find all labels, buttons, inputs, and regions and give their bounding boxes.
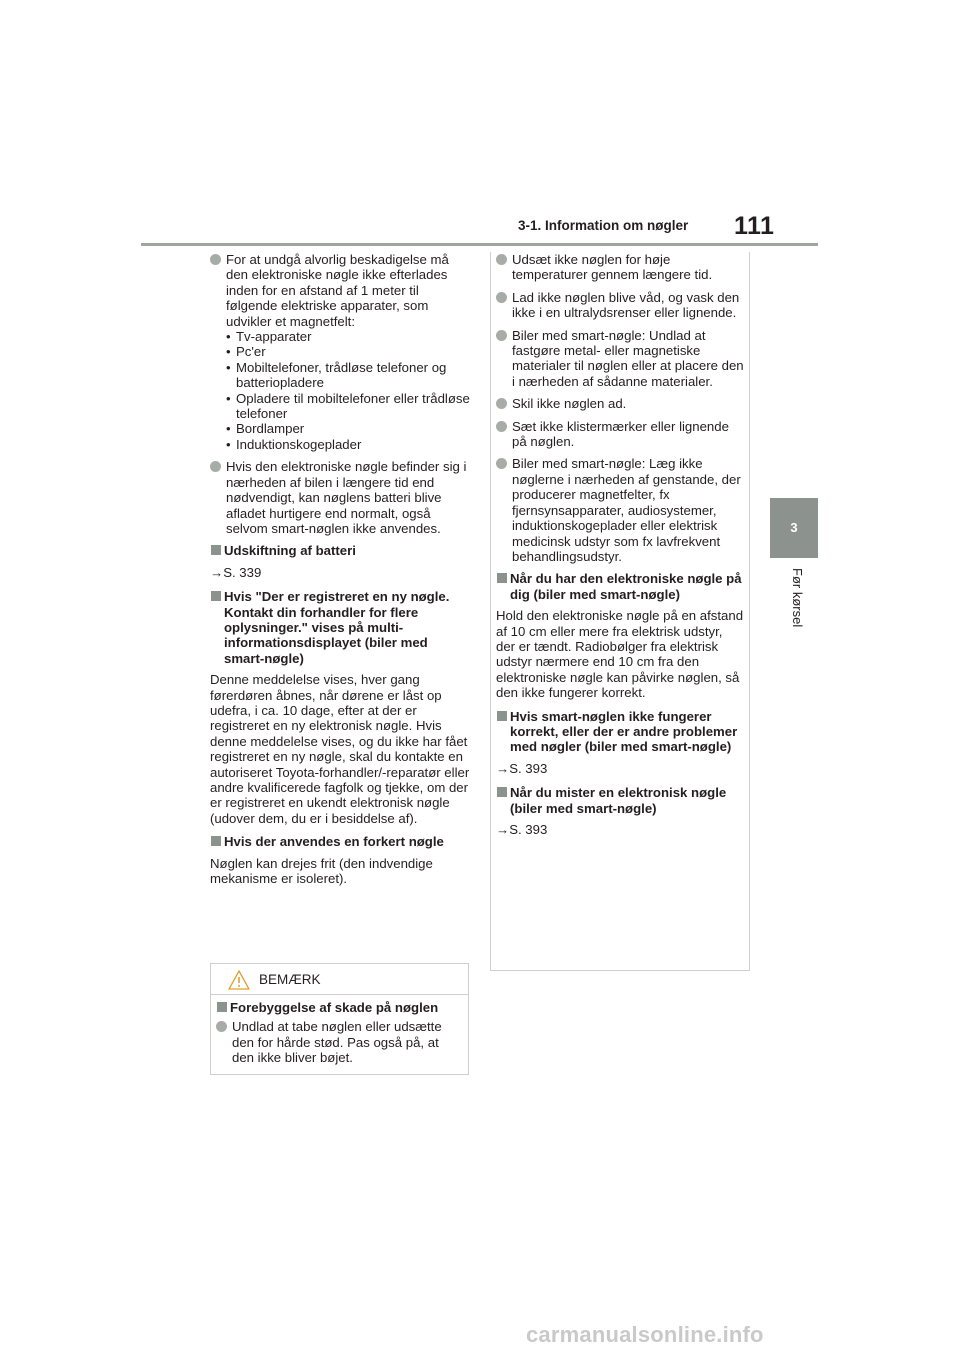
list-item	[496, 290, 745, 321]
notice-heading	[216, 1000, 462, 1015]
bullet-icon	[210, 254, 221, 265]
device-list-item: • Pc'er	[226, 344, 470, 359]
bullet-text: Undlad at tabe nøglen eller udsætte den for hårde stød. Pas også på, at den ikke bliver bøjet.	[232, 1019, 442, 1066]
square-marker-icon	[217, 1002, 227, 1012]
device-list-item: • Opladere til mobiltelefoner eller trådløse telefoner	[226, 391, 470, 422]
bullet-icon	[496, 421, 507, 432]
section-heading	[496, 709, 745, 755]
notice-box	[210, 963, 469, 1075]
bullet-text: Udsæt ikke nøglen for høje temperaturer gennem længere tid.	[512, 252, 713, 283]
heading-text: Udskiftning af batteri	[224, 543, 356, 559]
heading-text: Hvis smart-nøglen ikke fungerer korrekt, eller der er andre problemer med nøgler (biler med smart-nøgle)	[510, 708, 738, 755]
bullet-icon	[496, 458, 507, 469]
square-marker-icon	[211, 591, 221, 601]
bullet-icon	[496, 254, 507, 265]
list-item	[496, 419, 745, 450]
page-number: 111	[734, 212, 775, 240]
right-column-notice-continuation	[490, 252, 750, 971]
heading-text: Når du har den elektroniske nøgle på dig (biler med smart-nøgle)	[510, 571, 742, 602]
heading-text: Hvis der anvendes en forkert nøgle	[224, 834, 444, 850]
device-list-item: • Induktionskogeplader	[226, 437, 470, 452]
bullet-text: For at undgå alvorlig beskadigelse må den elektroniske nøgle ikke efterlades inden for en afstand af 1 meter til følgende elektriske apparater, som udvikler et magnetfelt:	[226, 252, 449, 329]
notice-title: BEMÆRK	[259, 972, 321, 987]
section-heading	[210, 834, 470, 849]
chapter-tab[interactable]	[770, 498, 818, 558]
list-item	[496, 252, 745, 283]
bullet-icon	[496, 330, 507, 341]
bullet-text: Biler med smart-nøgle: Læg ikke nøglerne i nærheden af genstande, der producerer magnetfelter, fx fjernsynsapparater, audiosystemer, induktionskogeplader eller elektrisk medicinsk udstyr som fx lavfrekvent behandlingsudstyr.	[512, 456, 741, 564]
page-reference-link[interactable]: →S. 393	[496, 822, 548, 837]
section-heading	[496, 571, 745, 602]
watermark-text: carmanualsonline.info	[526, 1322, 764, 1347]
paragraph: Nøglen kan drejes frit (den indvendige mekanisme er isoleret).	[210, 855, 433, 887]
list-item	[210, 252, 470, 452]
page-reference-link[interactable]: →S. 393	[496, 760, 548, 776]
bullet-icon	[210, 461, 221, 472]
notice-body	[211, 995, 468, 1066]
page-reference-link[interactable]: →S. 339	[210, 564, 262, 580]
heading-text: Når du mister en elektronisk nøgle (biler med smart-nøgle)	[510, 785, 727, 816]
bullet-text: Hvis den elektroniske nøgle befinder sig i nærheden af bilen i længere tid end nødvendigt, kan nøglens batteri blive afladet hurtigere end normalt, også selvom smart-nøglen ikke anvendes.	[226, 459, 467, 536]
chapter-number: 3	[790, 520, 798, 535]
device-list	[226, 329, 470, 452]
header-divider	[141, 243, 818, 246]
bullet-text: Skil ikke nøglen ad.	[512, 396, 627, 412]
device-list-item: • Mobiltelefoner, trådløse telefoner og batteriopladere	[226, 360, 470, 391]
list-item	[496, 456, 745, 564]
bullet-text: Lad ikke nøglen blive våd, og vask den ikke i en ultralydsrenser eller lignende.	[512, 289, 740, 321]
square-marker-icon	[497, 787, 507, 797]
section-heading	[210, 543, 470, 558]
bullet-text: Sæt ikke klistermærker eller lignende på nøglen.	[512, 418, 729, 450]
section-heading	[496, 785, 745, 816]
paragraph: Denne meddelelse vises, hver gang førerdøren åbnes, når dørene er låst op udefra, i ca. 10 dage, efter at der er registreret en ny elektronisk nøgle. Hvis denne meddelelse vises, og du ikke har fået registreret en ny nøgle, skal du kontakte en autoriseret Toyota-forhandler/-reparatør eller andre kvalificerede fagfolk og tjekke, om der er registreret en ukendt elektronisk nøgle (udover dem, du er i besiddelse af).	[210, 672, 470, 826]
section-title: 3-1. Information om nøgler	[518, 218, 689, 233]
warning-triangle-icon	[228, 970, 250, 990]
notice-header	[211, 964, 468, 994]
heading-text: Hvis "Der er registreret en ny nøgle. Kontakt din forhandler for flere oplysninger." vises på multi-informationsdisplayet (biler med smart-nøgle)	[224, 589, 450, 666]
list-item	[216, 1019, 462, 1065]
bullet-icon	[496, 398, 507, 409]
list-item	[210, 459, 470, 536]
bullet-icon	[216, 1021, 227, 1032]
list-item	[496, 328, 745, 390]
device-list-item: • Tv-apparater	[226, 329, 470, 344]
square-marker-icon	[211, 545, 221, 555]
section-heading	[210, 589, 470, 666]
square-marker-icon	[497, 573, 507, 583]
bullet-icon	[496, 292, 507, 303]
square-marker-icon	[211, 836, 221, 846]
paragraph: Hold den elektroniske nøgle på en afstand af 10 cm eller mere fra elektrisk udstyr, der er tændt. Radiobølger fra elektrisk udstyr nærmere end 10 cm fra den elektroniske nøgle kan påvirke nøglen, så den ikke fungerer korrekt.	[496, 608, 744, 701]
chapter-label: Før kørsel	[790, 568, 805, 628]
device-list-item: • Bordlamper	[226, 421, 470, 436]
square-marker-icon	[497, 711, 507, 721]
notice-divider	[211, 994, 468, 995]
left-column	[210, 252, 470, 894]
list-item	[496, 396, 745, 411]
bullet-text: Biler med smart-nøgle: Undlad at fastgøre metal- eller magnetiske materialer til nøglen eller at placere den i nærheden af sådanne materialer.	[512, 327, 744, 389]
heading-text: Forebyggelse af skade på nøglen	[230, 1000, 439, 1015]
